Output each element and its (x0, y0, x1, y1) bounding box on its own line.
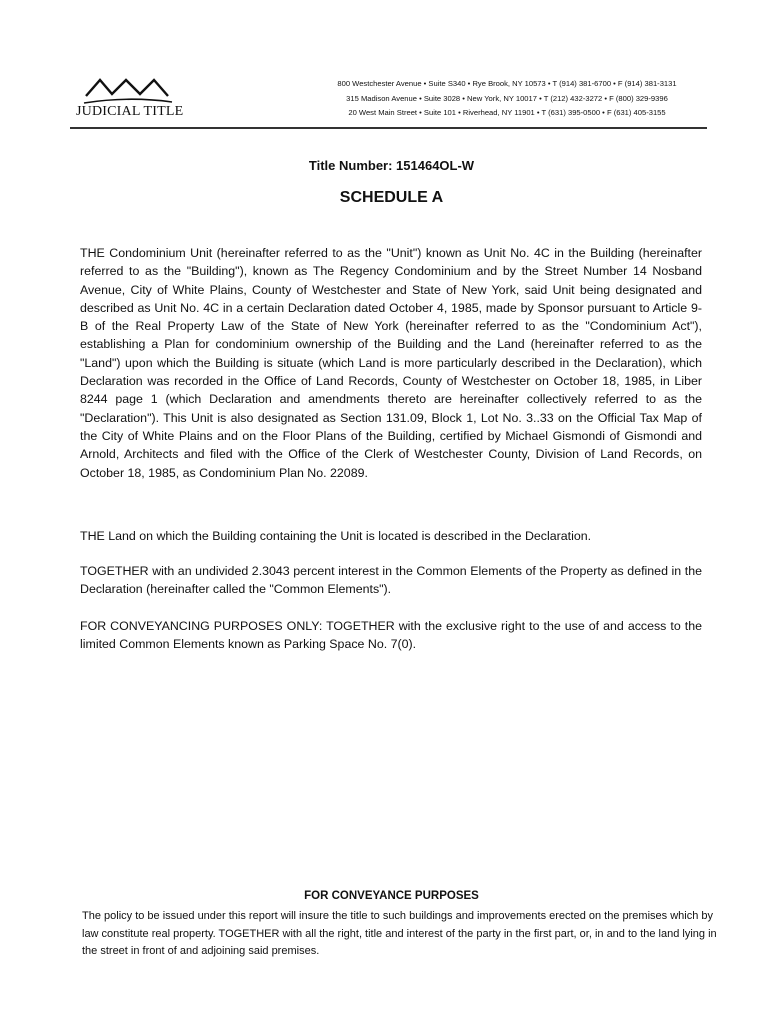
land-paragraph: THE Land on which the Building containing the Unit is located is described in the Declaration. (80, 529, 592, 543)
address-riverhead: 20 West Main Street • Suite 101 • Riverhead, NY 11901 • T (631) 395-0500 • F (631) 405-3155 (348, 108, 666, 117)
logo-text: JUDICIAL TITLE (76, 104, 184, 119)
parking-paragraph: FOR CONVEYANCING PURPOSES ONLY: TOGETHER with the exclusive right to the use of and access to the limited Common Elements known as Parking Space No. 7(0). (80, 619, 702, 652)
company-logo (74, 72, 184, 122)
schedule-heading: SCHEDULE A (339, 189, 444, 206)
conveyance-heading: FOR CONVEYANCE PURPOSES (304, 890, 479, 902)
address-rye-brook: 800 Westchester Avenue • Suite S340 • Rye Brook, NY 10573 • T (914) 381-6700 • F (914) 381-3131 (337, 79, 677, 88)
header-divider (70, 127, 707, 129)
mountains-logo-icon (82, 72, 174, 106)
office-addresses (292, 77, 722, 121)
unit-description-paragraph: THE Condominium Unit (hereinafter referred to as the "Unit") known as Unit No. 4C in the Building (hereinafter referred to as the "Building"), known as The Regency Condominium and by the Street Number 14 Nosband Avenue, City of White Plains, County of Westchester and State of New York, said Unit being designated and described as Unit No. 4C in a certain Declaration dated October 4, 1985, made by Sponsor pursuant to Article 9-B of the Real Property Law of the State of New York (hereinafter referred to as the "Condominium Act"), establishing a Plan for condominium ownership of the Building and the Land (hereinafter referred to as the "Land") upon which the Building is situate (which Land is more particularly described in the Declaration), which Declaration was recorded in the Office of Land Records, County of Westchester on October 18, 1985, in Liber 8244 page 1 (which Declaration and amendments thereto are hereinafter collectively referred to as the "Declaration"). This Unit is also designated as Section 131.09, Block 1, Lot No. 3..33 on the Official Tax Map of the City of White Plains and on the Floor Plans of the Building, certified by Michael Gismondi of Gismondi and Arnold, Architects and filed with the Office of the Clerk of Westchester County, Division of Land Records, on October 18, 1985, as Condominium Plan No. 22089. (80, 246, 702, 480)
common-elements-paragraph: TOGETHER with an undivided 2.3043 percent interest in the Common Elements of the Property as defined in the Declaration (hereinafter called the "Common Elements"). (80, 564, 702, 597)
address-new-york: 315 Madison Avenue • Suite 3028 • New York, NY 10017 • T (212) 432-3272 • F (800) 329-9396 (346, 93, 668, 103)
conveyance-paragraph: The policy to be issued under this report will insure the title to such buildings and improvements erected on the premises which by law constitute real property. TOGETHER with all the right, title and interest of the party in the first part, or, in and to the land lying in the street in front of and adjoining said premises. (82, 910, 717, 957)
title-number: Title Number: 151464OL-W (308, 158, 475, 173)
